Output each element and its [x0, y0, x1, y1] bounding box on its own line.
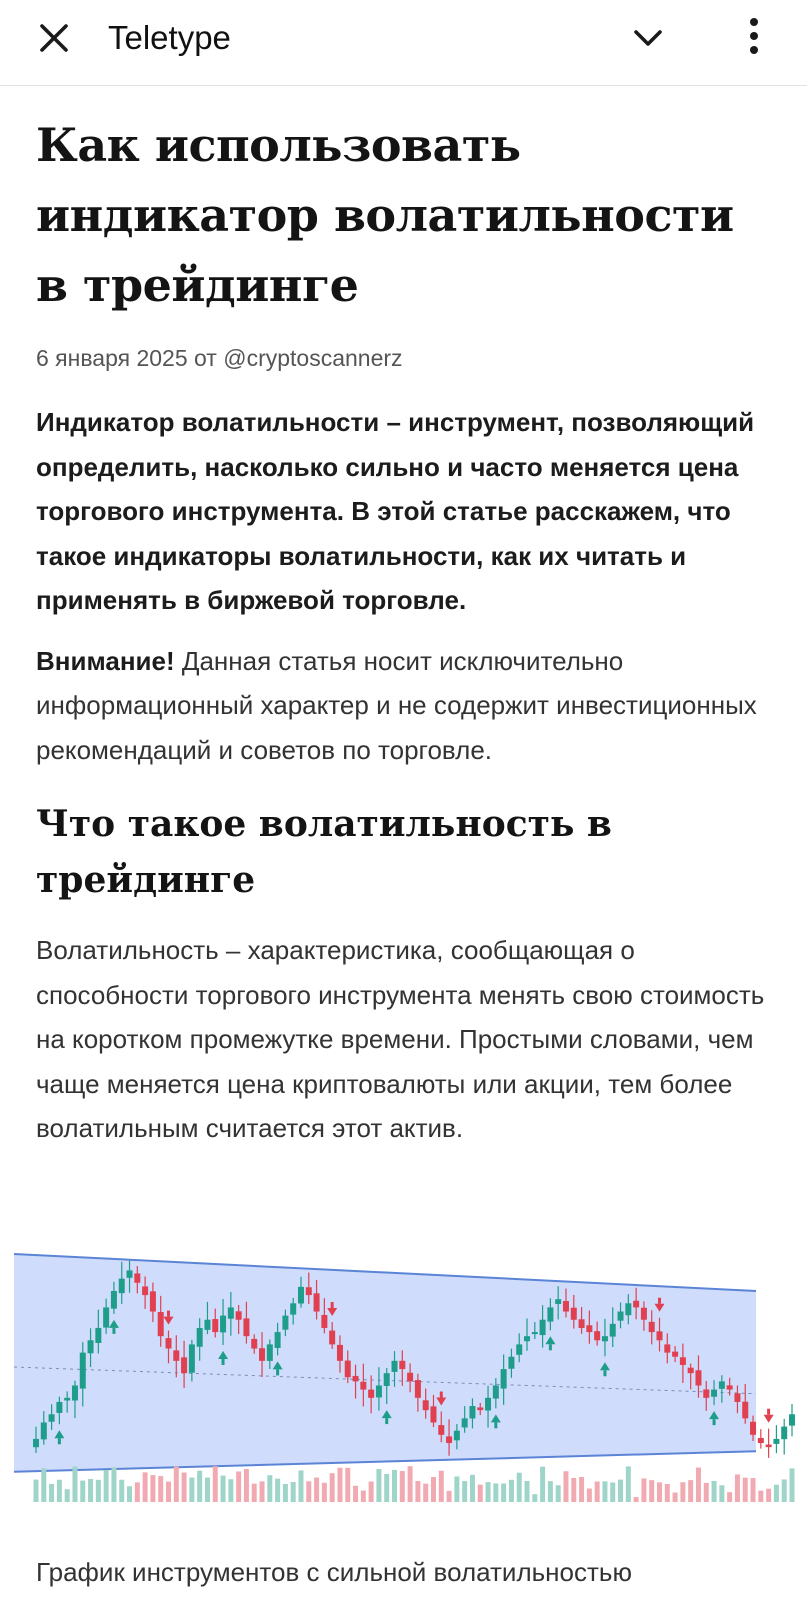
candle-body [524, 1336, 530, 1341]
signal-arrow-stem [276, 1369, 279, 1375]
volume-bar [361, 1491, 366, 1502]
volume-bar [228, 1479, 233, 1502]
volume-bar [150, 1475, 155, 1502]
candle-body [485, 1398, 491, 1411]
volume-bar [275, 1479, 280, 1502]
app-bar [0, 0, 807, 86]
candle-body [88, 1340, 94, 1353]
candle-body [384, 1373, 390, 1386]
candle-body [33, 1439, 39, 1447]
volume-bar [704, 1483, 709, 1502]
candle-body [446, 1436, 452, 1443]
candle-body [672, 1352, 678, 1357]
volume-bar [423, 1484, 428, 1502]
candle-body [407, 1373, 413, 1382]
candle-body [711, 1390, 717, 1397]
volume-bar [392, 1470, 397, 1502]
volume-bar [610, 1482, 615, 1502]
candle-body [111, 1291, 117, 1309]
volume-bar [197, 1471, 202, 1502]
volume-bar [408, 1466, 413, 1502]
candle-body [438, 1425, 444, 1435]
warning-paragraph [36, 639, 776, 773]
candle-body [41, 1422, 47, 1439]
candle-body [664, 1344, 670, 1352]
candle-body [758, 1438, 764, 1443]
volume-bar [712, 1481, 717, 1502]
candle-body [602, 1336, 608, 1341]
volume-bar [509, 1480, 514, 1502]
volume-bar [72, 1467, 77, 1502]
volume-bar [602, 1481, 607, 1502]
candle-body [688, 1368, 694, 1373]
candle-body [189, 1344, 195, 1372]
volume-bar [782, 1479, 787, 1502]
candle-body [781, 1427, 787, 1440]
candle-body [399, 1361, 405, 1369]
volume-bar [330, 1473, 335, 1502]
signal-arrow-stem [549, 1344, 552, 1350]
candle-body [641, 1308, 647, 1320]
candle-body [563, 1301, 569, 1311]
candle-body [228, 1307, 234, 1318]
volume-bar [758, 1491, 763, 1502]
candle-body [625, 1303, 631, 1315]
volume-bar [571, 1478, 576, 1502]
signal-arrow-stem [385, 1418, 388, 1424]
volume-bar [376, 1469, 381, 1502]
volume-bar [189, 1478, 194, 1502]
candle-body [594, 1331, 600, 1340]
candle-body [314, 1293, 320, 1311]
candle-body [345, 1361, 351, 1378]
candle-body [454, 1431, 460, 1441]
candle-body [56, 1402, 62, 1413]
volume-bar [400, 1471, 405, 1502]
candle-body [142, 1286, 148, 1295]
candle-body [649, 1322, 655, 1332]
volume-bar [587, 1489, 592, 1502]
candle-body [64, 1398, 70, 1401]
candle-body [376, 1385, 382, 1397]
volume-bar [337, 1468, 342, 1502]
candle-body [680, 1357, 686, 1365]
candle-body [134, 1273, 140, 1282]
volume-bar [618, 1480, 623, 1502]
volume-bar [727, 1492, 732, 1502]
signal-arrow-stem [331, 1302, 334, 1308]
more-vert-icon [749, 18, 759, 54]
close-button[interactable] [26, 10, 82, 66]
volume-bar [657, 1482, 662, 1502]
volume-bar [415, 1481, 420, 1502]
candle-body [516, 1344, 522, 1354]
candle-body [251, 1339, 257, 1349]
candle-body [173, 1350, 179, 1360]
candle-body [95, 1328, 101, 1343]
candle-body [220, 1316, 226, 1333]
candle-body [586, 1325, 592, 1332]
volume-bar [158, 1476, 163, 1502]
volume-bar [649, 1480, 654, 1502]
chevron-down-icon [633, 28, 663, 48]
volume-bar [719, 1485, 724, 1502]
candle-body [290, 1303, 296, 1314]
volume-bar [65, 1489, 70, 1502]
section-paragraph: Волатильность – характеристика, сообщающая о способности торгового инструмента менять свою стоимость на коротком промежутке времени. Простыми словами, чем чаще меняется цена криптовалюты или акции, тем более волатильным считается этот актив. [36, 935, 765, 1143]
candle-body [329, 1331, 335, 1345]
candle-body [353, 1376, 359, 1381]
volume-bar [291, 1482, 296, 1502]
volume-bar [532, 1494, 537, 1502]
volume-bar [680, 1482, 685, 1502]
volume-bar [493, 1483, 498, 1502]
candle-body [532, 1332, 538, 1334]
volume-bar [88, 1479, 93, 1502]
candle-body [540, 1320, 546, 1335]
article-title: Как использовать индикатор волатильности в трейдинге [36, 118, 734, 312]
signal-arrow-stem [767, 1409, 770, 1415]
volume-bar [743, 1478, 748, 1502]
volume-bar [751, 1478, 756, 1502]
chart-image[interactable] [14, 1248, 807, 1502]
volume-bar [517, 1473, 522, 1502]
volume-bar [143, 1472, 148, 1502]
volume-bar [34, 1480, 39, 1502]
candle-body [423, 1400, 429, 1410]
candle-body [750, 1422, 756, 1435]
candle-body [469, 1406, 475, 1418]
volume-bar [104, 1470, 109, 1502]
candle-body [103, 1307, 109, 1327]
signal-arrow-stem [603, 1370, 606, 1376]
volume-bar [267, 1475, 272, 1502]
candle-body [275, 1332, 281, 1348]
candle-body [789, 1414, 795, 1425]
candle-body [719, 1381, 725, 1388]
volume-bar [634, 1497, 639, 1502]
candle-body [555, 1299, 561, 1304]
volume-bar [369, 1482, 374, 1502]
volume-bar [470, 1475, 475, 1502]
volume-bar [174, 1467, 179, 1502]
volume-bar [205, 1478, 210, 1502]
volume-bar [626, 1466, 631, 1502]
volume-bar [688, 1480, 693, 1502]
volume-bar [57, 1480, 62, 1502]
volume-bar [127, 1486, 132, 1502]
article [36, 110, 776, 1151]
volume-bar [766, 1489, 771, 1502]
volume-bar [135, 1482, 140, 1502]
candle-body [610, 1324, 616, 1337]
volume-bar [556, 1485, 561, 1502]
candle-body [127, 1270, 133, 1277]
candle-body [72, 1385, 78, 1400]
volume-bar [501, 1483, 506, 1502]
candle-body [618, 1312, 624, 1321]
volume-bar [439, 1471, 444, 1502]
candle-body [493, 1385, 499, 1398]
candle-body [197, 1328, 203, 1347]
candle-body [695, 1370, 701, 1385]
signal-arrow-stem [112, 1328, 115, 1334]
volume-bar [49, 1484, 54, 1502]
warning-text: Данная статья носит исключительно информационный характер и не содержит инвестиционных рекомендаций и советов по торговле. [36, 645, 757, 765]
volume-bar [478, 1485, 483, 1502]
volume-bar [298, 1470, 303, 1502]
candle-body [430, 1406, 436, 1422]
volume-bar [595, 1481, 600, 1502]
lead-paragraph: Индикатор волатильности – инструмент, позволяющий определить, насколько сильно и часто меняется цена торгового инструмента. В этой статье расскажем, что такое индикаторы волатильности, как их читать и применять в биржевой торговле. [36, 407, 755, 615]
volume-bar [111, 1467, 116, 1502]
candle-body [119, 1279, 125, 1293]
candle-body [243, 1318, 249, 1336]
volume-bar [540, 1467, 545, 1502]
candle-body [477, 1407, 483, 1410]
signal-arrow-stem [440, 1392, 443, 1398]
candle-body [501, 1369, 507, 1388]
candle-body [657, 1331, 663, 1340]
volume-bar [213, 1466, 218, 1502]
candle-body [321, 1315, 327, 1328]
candle-body [734, 1393, 740, 1402]
volume-bar [774, 1485, 779, 1502]
volume-bar [244, 1469, 249, 1502]
candle-body [158, 1312, 164, 1336]
volume-bar [345, 1468, 350, 1502]
candle-body [204, 1320, 210, 1330]
candle-body [267, 1344, 273, 1360]
candle-body [571, 1308, 577, 1320]
candle-body [766, 1445, 772, 1448]
candle-body [181, 1357, 187, 1373]
candle-body [259, 1348, 265, 1361]
volume-bar [41, 1468, 46, 1502]
article-meta: 6 января 2025 от @cryptoscannerz [36, 345, 403, 371]
candle-body [236, 1311, 242, 1319]
volume-bar [182, 1472, 187, 1502]
candle-body [368, 1390, 374, 1398]
volume-bar [236, 1471, 241, 1502]
volume-bar [563, 1471, 568, 1502]
volume-bar [80, 1481, 85, 1502]
volume-bar [548, 1481, 553, 1502]
more-options-button[interactable] [726, 6, 782, 66]
volume-bar [454, 1476, 459, 1502]
volume-bar [96, 1480, 101, 1502]
volume-bar [525, 1481, 530, 1502]
candle-body [579, 1319, 585, 1328]
volume-bar [221, 1476, 226, 1502]
volume-bar [260, 1481, 265, 1502]
candle-body [49, 1414, 55, 1421]
candle-body [80, 1353, 86, 1389]
volume-bar [579, 1477, 584, 1502]
volume-bar [314, 1478, 319, 1502]
volume-bar [166, 1482, 171, 1502]
volume-bar [283, 1484, 288, 1502]
candle-body [150, 1291, 156, 1311]
candle-body [392, 1361, 398, 1372]
volume-bar [665, 1484, 670, 1502]
signal-arrow-stem [494, 1422, 497, 1428]
volatility-chart [14, 1248, 807, 1502]
candle-body [415, 1380, 421, 1398]
figure-caption: График инструментов с сильной волатильностью [36, 1557, 632, 1587]
candle-body [212, 1319, 218, 1332]
candle-body [165, 1338, 171, 1348]
warning-label: Внимание! [36, 645, 175, 676]
volume-bar [790, 1468, 795, 1502]
section-heading: Что такое волатильность в трейдинге [36, 803, 612, 901]
volume-bar [306, 1481, 311, 1502]
volume-bar [696, 1468, 701, 1502]
volume-bar [462, 1481, 467, 1502]
volume-bar [735, 1474, 740, 1502]
volume-bar [673, 1493, 678, 1502]
volume-bar [384, 1474, 389, 1502]
signal-arrow-stem [58, 1438, 61, 1444]
candle-body [298, 1287, 304, 1304]
sell-signal-arrow [764, 1415, 774, 1423]
volume-bar [353, 1486, 358, 1502]
volume-bar [252, 1484, 257, 1502]
signal-arrow-stem [222, 1359, 225, 1365]
candle-body [337, 1345, 343, 1361]
candle-body [703, 1389, 709, 1397]
volume-bar [641, 1478, 646, 1502]
signal-arrow-stem [713, 1419, 716, 1425]
candle-body [633, 1301, 639, 1308]
signal-arrow-stem [167, 1311, 170, 1317]
volume-bar [431, 1477, 436, 1502]
candle-body [360, 1382, 366, 1390]
candle-body [727, 1385, 733, 1389]
candle-body [742, 1402, 748, 1419]
volume-bar [486, 1482, 491, 1502]
channel-fill [14, 1254, 756, 1472]
close-icon [39, 23, 69, 53]
app-title: Teletype [108, 19, 231, 56]
candle-body [508, 1357, 514, 1369]
volume-bar [119, 1480, 124, 1502]
candle-body [282, 1316, 288, 1330]
expand-button[interactable] [620, 10, 676, 66]
volume-bar [322, 1483, 327, 1502]
candle-body [306, 1287, 312, 1295]
candle-body [462, 1418, 468, 1427]
candle-body [547, 1307, 553, 1321]
candle-body [773, 1439, 779, 1444]
signal-arrow-stem [658, 1298, 661, 1304]
volume-bar [447, 1491, 452, 1502]
